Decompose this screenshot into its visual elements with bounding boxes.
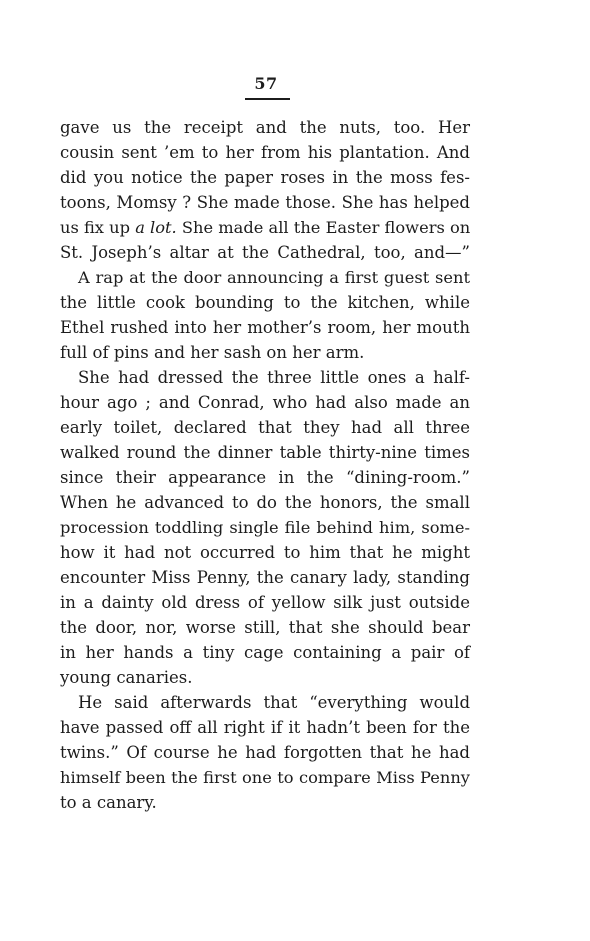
text-line: have passed off all right if it hadn’t been for the [60, 718, 470, 737]
text-line: gave us the receipt and the nuts, too. Her [60, 118, 470, 137]
text-line: did you notice the paper roses in the moss fes- [60, 168, 470, 187]
text-line: young canaries. [60, 668, 193, 687]
text-line: walked round the dinner table thirty-nine times [60, 443, 470, 462]
page-number: 57 [254, 74, 278, 93]
text-line [60, 215, 470, 240]
text-line: St. Joseph’s altar at the Cathedral, too, and—” [60, 243, 470, 262]
italic-phrase: a lot. [135, 218, 177, 237]
text-line: hour ago ; and Conrad, who had also made an [60, 393, 470, 412]
text-line: how it had not occurred to him that he might [60, 543, 470, 562]
text-line: toons, Momsy ? She made those. She has helped [60, 193, 470, 212]
text-segment: She made all the Easter flowers on [176, 218, 471, 237]
text-line: the door, nor, worse still, that she should bear [60, 618, 470, 637]
text-line: himself been the first one to compare Miss Penny [60, 768, 470, 787]
page-number-rule [245, 98, 290, 100]
text-line: When he advanced to do the honors, the small [60, 493, 470, 512]
body-text [60, 115, 470, 815]
text-line: procession toddling single file behind him, some- [60, 518, 470, 537]
text-line: the little cook bounding to the kitchen, while [60, 293, 470, 312]
text-line: He said afterwards that “everything would [78, 693, 470, 712]
text-line: early toilet, declared that they had all three [60, 418, 470, 437]
text-line: in her hands a tiny cage containing a pair of [60, 643, 470, 662]
text-line: twins.” Of course he had forgotten that he had [60, 743, 470, 762]
text-line: She had dressed the three little ones a half- [78, 368, 470, 387]
text-line: A rap at the door announcing a first guest sent [78, 268, 470, 287]
text-line: encounter Miss Penny, the canary lady, standing [60, 568, 470, 587]
text-line: full of pins and her sash on her arm. [60, 343, 365, 362]
text-line: cousin sent ’em to her from his plantation. And [60, 143, 470, 162]
text-line: to a canary. [60, 793, 157, 812]
text-line: Ethel rushed into her mother’s room, her mouth [60, 318, 470, 337]
text-line: in a dainty old dress of yellow silk just outside [60, 593, 470, 612]
text-segment: us fix up [60, 218, 136, 237]
text-line: since their appearance in the “dining-room.” [60, 468, 470, 487]
